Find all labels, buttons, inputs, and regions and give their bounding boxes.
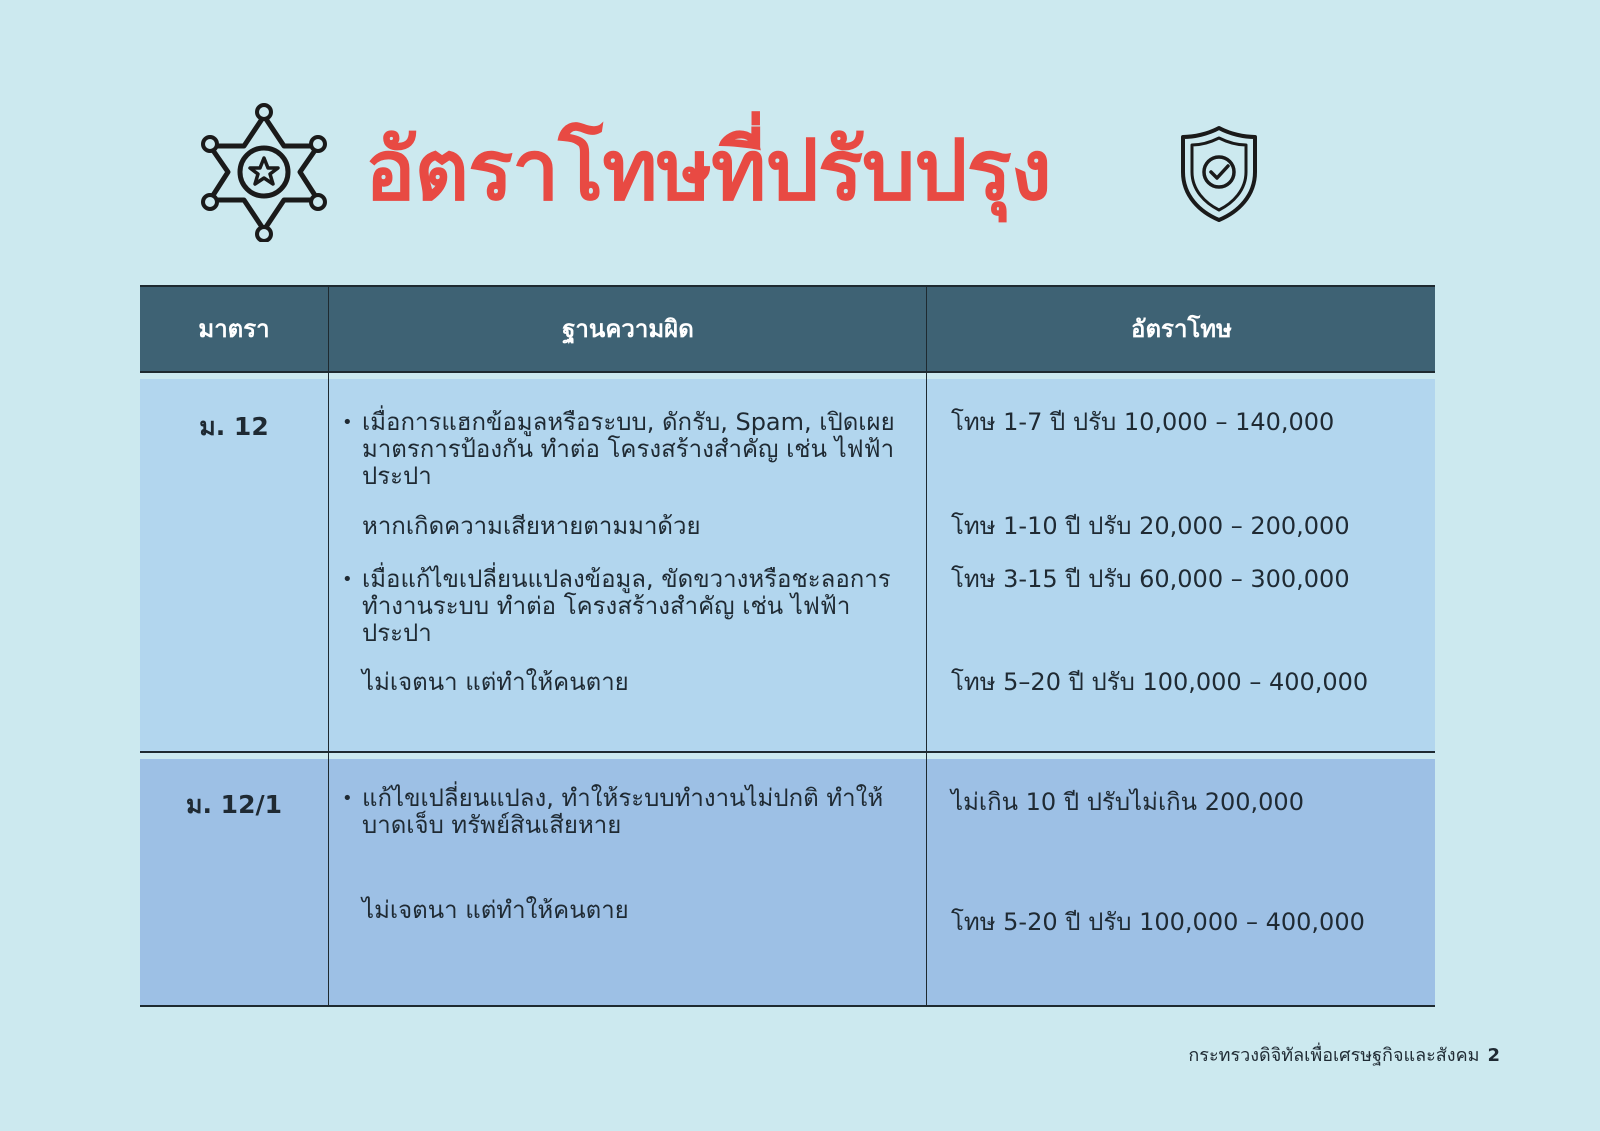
column-header-section: มาตรา: [198, 315, 270, 343]
offense-text: • แก้ไขเปลี่ยนแปลง, ทำให้ระบบทำงานไม่ปกติ ทำให้บาดเจ็บ ทรัพย์สินเสียหาย: [362, 785, 902, 839]
offense-text: ไม่เจตนา แต่ทำให้คนตาย: [362, 896, 629, 924]
offense-text: • เมื่อการแฮกข้อมูลหรือระบบ, ดักรับ, Spam, เปิดเผยมาตรการป้องกัน ทำต่อ โครงสร้างสำคัญ เช่น ไฟฟ้า ประปา: [362, 409, 902, 490]
penalty-text: โทษ 1-7 ปี ปรับ 10,000 – 140,000: [951, 408, 1335, 436]
column-header-offense: ฐานความผิด: [328, 287, 927, 371]
page-number: 2: [1487, 1045, 1500, 1066]
penalty-text: ไม่เกิน 10 ปี ปรับไม่เกิน 200,000: [951, 788, 1304, 816]
section-label: ม. 12/1: [186, 790, 282, 819]
offense-text: หากเกิดความเสียหายตามมาด้วย: [362, 512, 701, 540]
table-row: [140, 379, 1435, 753]
footer-organization: กระทรวงดิจิทัลเพื่อเศรษฐกิจและสังคม: [1188, 1045, 1480, 1066]
sheriff-star-icon: [200, 102, 328, 242]
penalty-text: โทษ 3-15 ปี ปรับ 60,000 – 300,000: [951, 565, 1350, 593]
title-row: [200, 100, 1300, 250]
table-row: [140, 759, 1435, 1007]
column-divider: [926, 751, 927, 1005]
shield-check-icon: [1178, 124, 1260, 224]
table-header: [140, 285, 1435, 373]
offense-text: ไม่เจตนา แต่ทำให้คนตาย: [362, 668, 629, 696]
column-divider: [926, 371, 927, 751]
penalty-text: โทษ 5–20 ปี ปรับ 100,000 – 400,000: [951, 668, 1369, 696]
column-header-penalty: อัตราโทษ: [926, 287, 1436, 371]
penalty-text: โทษ 5-20 ปี ปรับ 100,000 – 400,000: [951, 908, 1365, 936]
section-label: ม. 12: [199, 412, 269, 441]
footer: [1188, 1040, 1500, 1069]
penalty-text: โทษ 1-10 ปี ปรับ 20,000 – 200,000: [951, 512, 1350, 540]
column-divider: [328, 751, 329, 1005]
column-divider: [328, 371, 329, 751]
offense-text: • เมื่อแก้ไขเปลี่ยนแปลงข้อมูล, ขัดขวางหรือชะลอการทำงานระบบ ทำต่อ โครงสร้างสำคัญ เช่น ไฟฟ้า ประปา: [362, 566, 902, 647]
page-title: อัตราโทษที่ปรับปรุง: [365, 121, 1051, 219]
penalty-table: [140, 285, 1435, 1007]
